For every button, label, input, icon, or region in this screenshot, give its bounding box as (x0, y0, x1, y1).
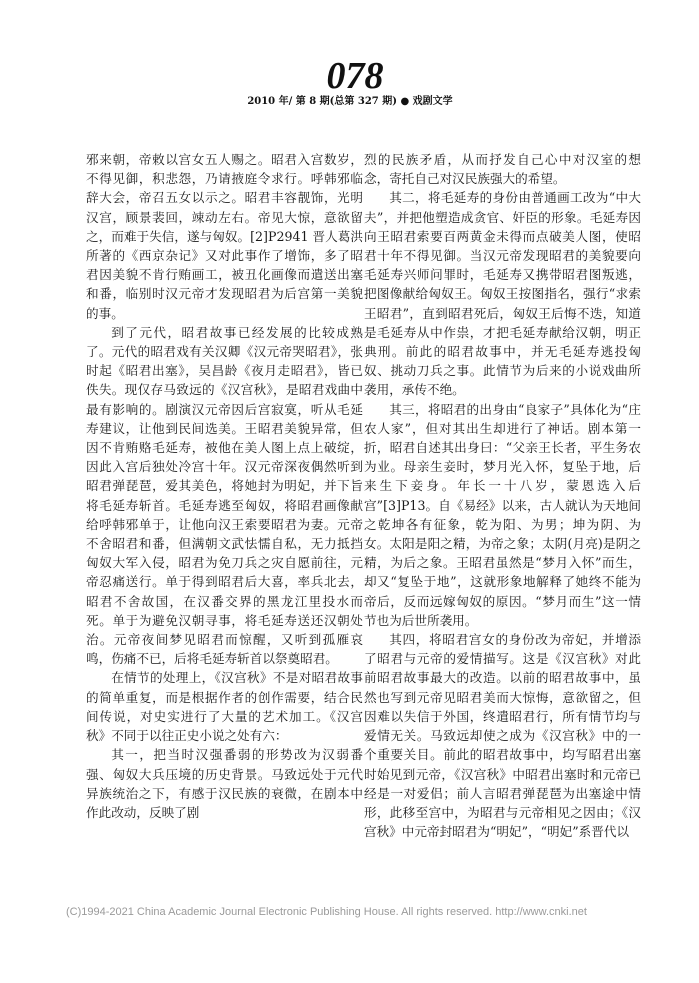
paragraph: 其二，将毛延寿的身份由普通画工改为“中大夫”，并把他塑造成贪官、奸臣的形象。毛延寿因向王昭君索要百两黄金未得而点破美人图，使昭君十年不得见御。当汉元帝发现昭君的美貌要向毛延寿兴师问罪时，毛延寿又携带昭君图叛逃，把图像献给匈奴王。匈奴王按图指名，强行“求索王昭君”，直到昭君死后，匈奴王后悔不迭，知道是毛延寿从中作祟，才把毛延寿献给汉朝，明正典刑。前此的昭君故事中，并无毛延寿逃投匈奴、挑动刀兵之事。此情节为后来的小说戏曲所袭用，承传不绝。 (364, 190, 641, 398)
page-number: 078 (326, 55, 384, 97)
paragraph: 其一，把当时汉强番弱的形势改为汉弱番强、匈奴大兵压境的历史背景。马致远处于元代异族统治之下，有感于汉民族的衰微，在剧本中作此改动，反映了剧 (86, 747, 363, 820)
left-column (86, 150, 363, 822)
paragraph: 其三，将昭君的出身由“良家子”具体化为“庄农人家”，但对其出生却进行了神话。剧本第一折，昭君自述其出身曰：“父亲王长者，平生务农为业。母亲生妾时，梦月光入怀，复坠于地，后来生下妾身。年长一十八岁，蒙恩选入后宫”[3]P13。自《易经》以来，古人就认为天地间之乾坤各有征象，乾为阳、为男；坤为阴、为女。太阳是阳之精，为帝之象；太阴(月亮)是阴之精，为后之象。王昭君虽然是“梦月入怀”而生，却又“复坠于地”，这就形象地解释了她终不能为帝后，反而远嫁匈奴的原因。“梦月而生”这一情节也为后世所袭用。 (364, 401, 641, 628)
paragraph: 其四，将昭君宫女的身份改为帝妃，并增添了昭君与元帝的爱情描写。这是《汉宫秋》对此前昭君故事最大的改造。以前的昭君故事中，虽然也写到元帝见昭君美而大惊悔，意欲留之，但因难以失信于外国，终遣昭君行，所有情节均与爱情无关。马致远却使之成为《汉宫秋》中的一个重要关目。前此的昭君故事中，均写昭君出塞时始见到元帝，《汉宫秋》中昭君出塞时和元帝已经是一对爱侣；前人言昭君弹琵琶为出塞途中情形，此移至宫中，为昭君与元帝相见之因由；《汉宫秋》中元帝封昭君为“明妃”，“明妃”系晋代以 (364, 632, 641, 840)
running-head: 2010 年/ 第 8 期(总第 327 期) ● 戏剧文学 (247, 96, 453, 107)
right-column (364, 150, 641, 841)
paragraph: 烈的民族矛盾，从而抒发自己心中对汉室的想念，寄托自己对汉民族强大的希望。 (364, 152, 641, 187)
paragraph: 在情节的处理上，《汉宫秋》不是对昭君故事的简单重复，而是根据作者的创作需要，结合民间传说，对史实进行了大量的艺术加工。《汉宫秋》不同于以往正史小说之处有六： (86, 670, 363, 744)
copyright-watermark: (C)1994-2021 China Academic Journal Electronic Publishing House. All rights reserved. http://www.cnki.net (66, 906, 587, 918)
paragraph: 到了元代，昭君故事已经发展的比较成熟了。元代的昭君戏有关汉卿《汉元帝哭昭君》，张时起《昭君出塞》，吴昌龄《夜月走昭君》，皆已佚失。现仅存马致远的《汉宫秋》，是昭君戏曲中最有影响的。剧演汉元帝因后宫寂寞，听从毛延寿建议，让他到民间选美。王昭君美貌异常，但因不肯贿赂毛延寿，被他在美人图上点上破绽，因此入宫后独处冷宫十年。汉元帝深夜偶然听到昭君弹琵琶，爱其美色，将她封为明妃，并下旨将毛延寿斩首。毛延寿逃至匈奴，将昭君画像献给呼韩邪单于，让他向汉王索要昭君为妻。元帝不舍昭君和番，但满朝文武怯懦自私，无力抵挡匈奴大军入侵，昭君为免刀兵之灾自愿前往，元帝忍痛送行。单于得到昭君后大喜，率兵北去，昭君不舍故国，在汉番交界的黑龙江里投水而死。单于为避免汉朝寻事，将毛延寿送还汉朝处治。元帝夜间梦见昭君而惊醒，又听到孤雁哀鸣，伤痛不已，后将毛延寿斩首以祭奠昭君。 (86, 324, 363, 667)
paragraph: 邪来朝，帝敕以宫女五人赐之。昭君入宫数岁，不得见御，积悲怨，乃请掖庭令求行。呼韩邪临辞大会，帝召五女以示之。昭君丰容靓饰，光明汉宫，顾景裴回，竦动左右。帝见大惊，意欲留之，而难于失信，遂与匈奴。[2]P2941 晋人葛洪所著的《西京杂记》又对此事作了增饰，多了昭君因美貌不肯行贿画工，被丑化画像而遣送出塞和番，临别时汉元帝才发现昭君为后宫第一美貌的事。 (86, 152, 363, 321)
